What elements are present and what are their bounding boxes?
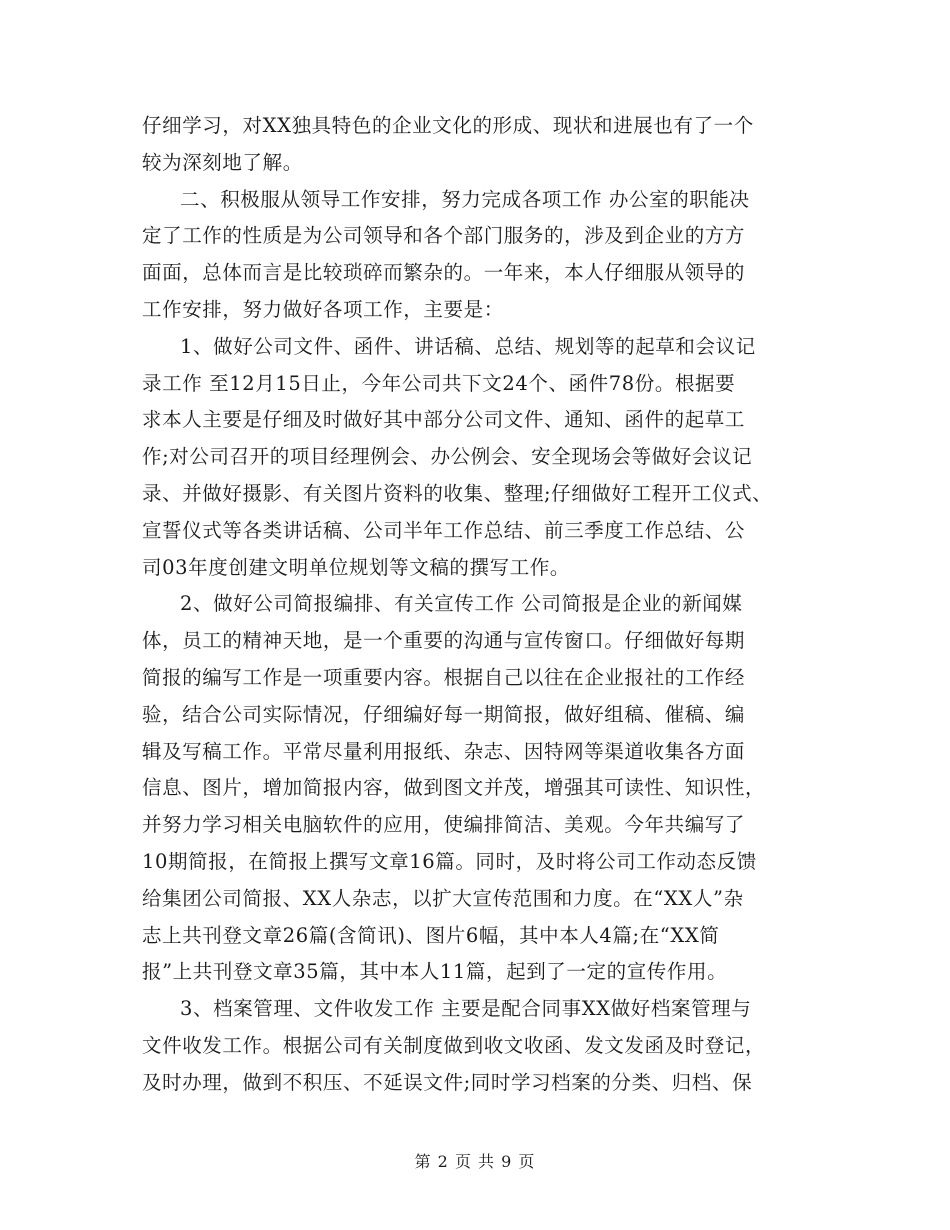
- text-line: 司03年度创建文明单位规划等文稿的撰写工作。: [142, 555, 571, 579]
- text-line: 信息、图片，增加简报内容，做到图文并茂，增强其可读性、知识性，: [142, 776, 766, 800]
- text-line: 较为深刻地了解。: [142, 150, 303, 174]
- text-line: 体，员工的精神天地，是一个重要的沟通与宣传窗口。仔细做好每期: [142, 629, 746, 653]
- document-body: [142, 108, 814, 1102]
- text-line: 面面，总体而言是比较琐碎而繁杂的。一年来，本人仔细服从领导的: [142, 261, 746, 285]
- text-line: 宣誓仪式等各类讲话稿、公司半年工作总结、前三季度工作总结、公: [142, 518, 746, 542]
- text-line: 简报的编写工作是一项重要内容。根据自己以往在企业报社的工作经: [142, 665, 746, 689]
- text-line: 录、并做好摄影、有关图片资料的收集、整理;仔细做好工程开工仪式、: [142, 481, 773, 505]
- text-line: 报”上共刊登文章35篇，其中本人11篇，起到了一定的宣传作用。: [142, 960, 728, 984]
- item-heading-line: 3、档案管理、文件收发工作 主要是配合同事XX做好档案管理与: [180, 997, 752, 1021]
- item-heading-line: 2、做好公司简报编排、有关宣传工作 公司简报是企业的新闻媒: [180, 592, 743, 616]
- text-line: 录工作 至12月15日止，今年公司共下文24个、函件78份。根据要: [142, 371, 736, 395]
- item-heading-line: 1、做好公司文件、函件、讲话稿、总结、规划等的起草和会议记: [180, 334, 756, 358]
- section-heading-line: 二、积极服从领导工作安排，努力完成各项工作 办公室的职能决: [180, 187, 750, 211]
- text-line: 10期简报，在简报上撰写文章16篇。同时，及时将公司工作动态反馈: [142, 849, 757, 873]
- text-line: 求本人主要是仔细及时做好其中部分公司文件、通知、函件的起草工: [142, 408, 746, 432]
- text-line: 工作安排，努力做好各项工作，主要是：: [142, 297, 504, 321]
- text-line: 文件收发工作。根据公司有关制度做到收文收函、发文发函及时登记，: [142, 1033, 766, 1057]
- text-line: 志上共刊登文章26篇(含简讯)、图片6幅，其中本人4篇;在“XX简: [142, 923, 720, 947]
- text-line: 辑及写稿工作。平常尽量利用报纸、杂志、因特网等渠道收集各方面: [142, 739, 746, 763]
- text-line: 及时办理，做到不积压、不延误文件;同时学习档案的分类、归档、保: [142, 1070, 753, 1094]
- text-line: 并努力学习相关电脑软件的应用，使编排简洁、美观。今年共编写了: [142, 813, 746, 837]
- text-line: 定了工作的性质是为公司领导和各个部门服务的，涉及到企业的方方: [142, 224, 746, 248]
- text-line: 验，结合公司实际情况，仔细编好每一期简报，做好组稿、催稿、编: [142, 702, 746, 726]
- text-line: 作;对公司召开的项目经理例会、办公例会、安全现场会等做好会议记: [142, 445, 753, 469]
- text-line: 仔细学习，对XX独具特色的企业文化的形成、现状和进展也有了一个: [142, 114, 754, 137]
- text-line: 给集团公司简报、XX人杂志，以扩大宣传范围和力度。在“XX人”杂: [142, 886, 744, 910]
- page-number-footer: 第 2 页 共 9 页: [414, 1152, 536, 1171]
